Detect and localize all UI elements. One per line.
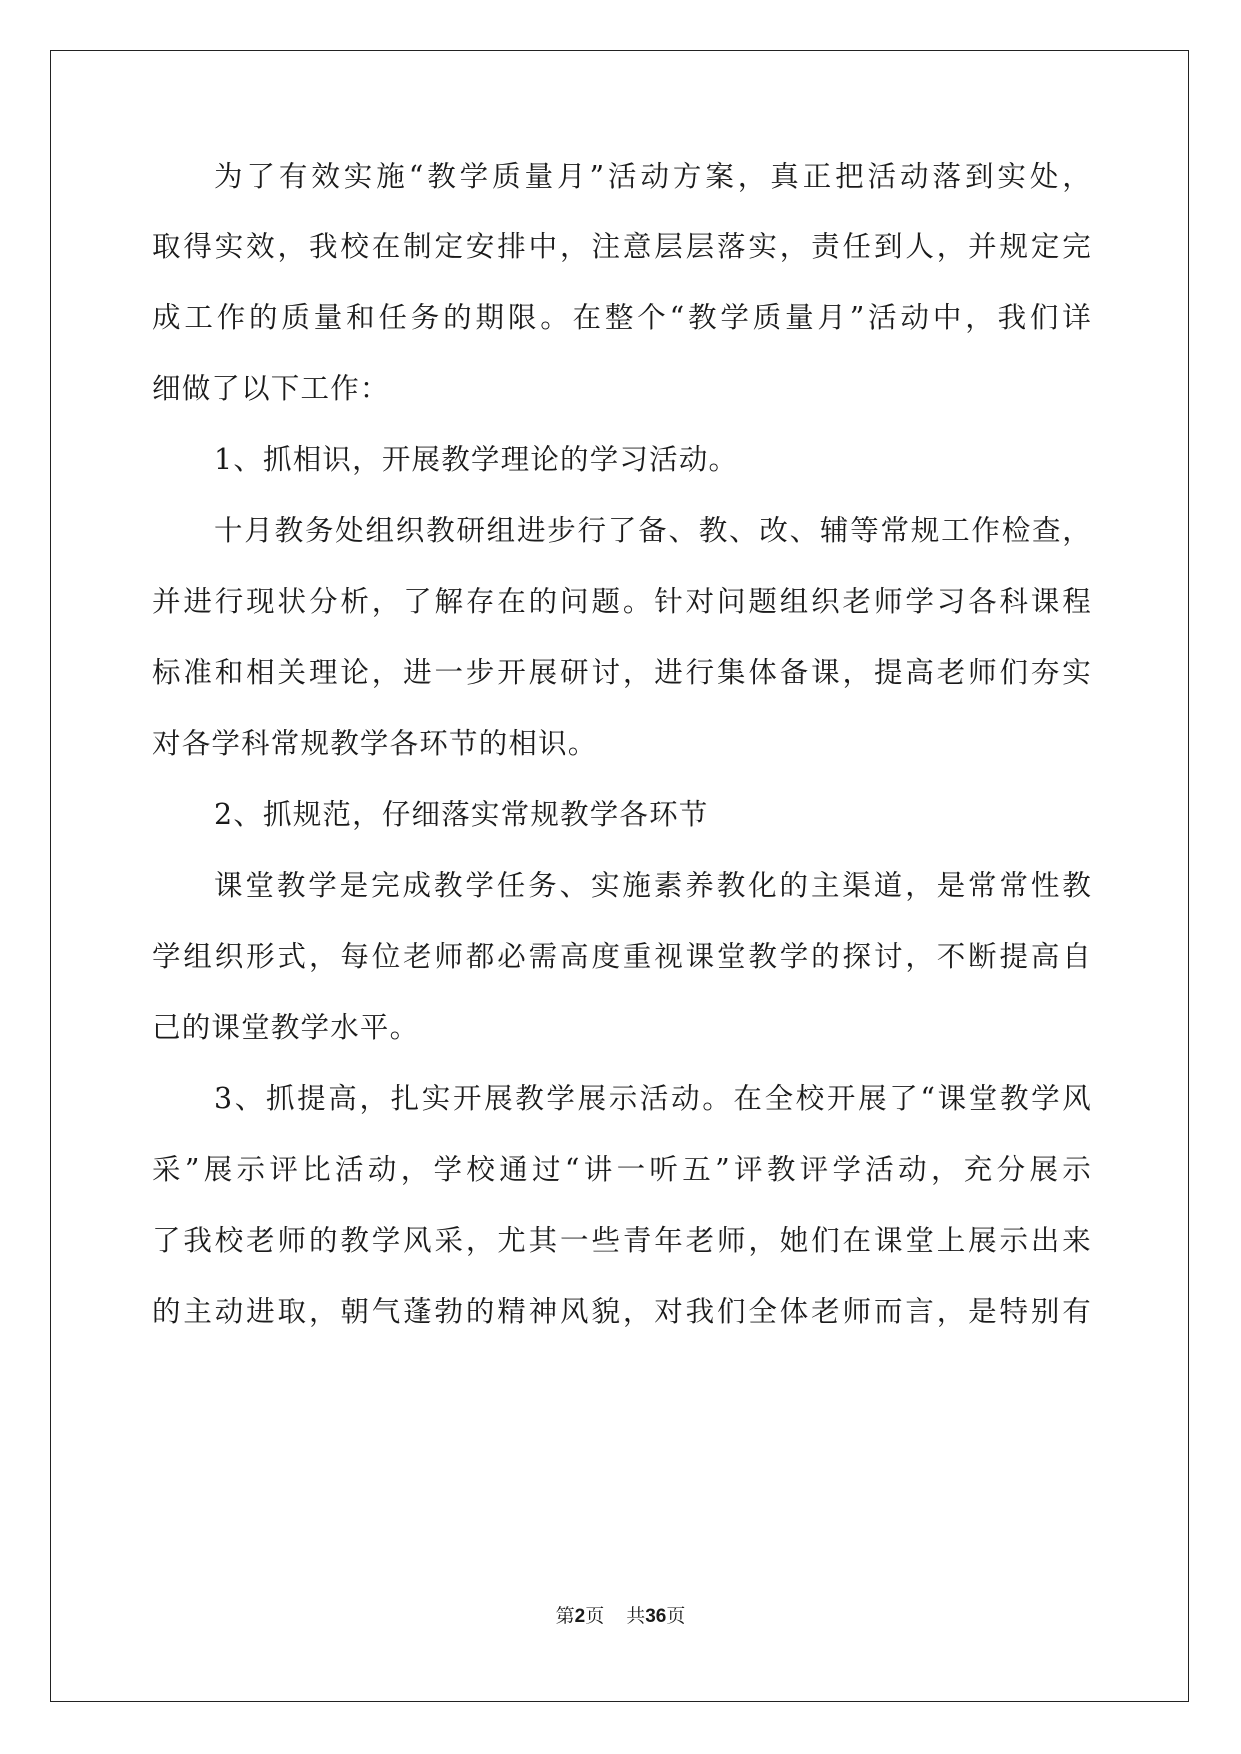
paragraph-line: 己的课堂教学水平。 (152, 1011, 420, 1044)
footer-page-unit: 页 (585, 1605, 605, 1627)
current-page-number: 2 (574, 1606, 586, 1627)
paragraph-line: 课堂教学是完成教学任务、实施素养教化的主渠道，是常常性教 (214, 869, 1092, 902)
paragraph-line: 标准和相关理论，进一步开展研讨，进行集体备课，提高老师们夯实 (152, 656, 1092, 689)
paragraph-line: 十月教务处组织教研组进步行了备、教、改、辅等常规工作检查， (214, 514, 1092, 547)
footer-total-prefix: 共 (626, 1605, 646, 1627)
paragraph-line: 细做了以下工作： (152, 372, 390, 405)
paragraph-line: 了我校老师的教学风采，尤其一些青年老师，她们在课堂上展示出来 (152, 1224, 1092, 1257)
paragraph-line: 3、抓提高，扎实开展教学展示活动。在全校开展了“课堂教学风 (214, 1082, 1092, 1115)
paragraph-line: 学组织形式，每位老师都必需高度重视课堂教学的探讨，不断提高自 (152, 940, 1092, 973)
paragraph-line: 并进行现状分析，了解存在的问题。针对问题组织老师学习各科课程 (152, 585, 1092, 618)
paragraph-line: 对各学科常规教学各环节的相识。 (152, 727, 598, 760)
footer-total-unit: 页 (666, 1605, 686, 1627)
footer-prefix: 第 (555, 1605, 575, 1627)
page-footer (0, 1604, 1241, 1629)
paragraph-line: 成工作的质量和任务的期限。在整个“教学质量月”活动中，我们详 (152, 301, 1092, 334)
paragraph-line: 的主动进取，朝气蓬勃的精神风貌，对我们全体老师而言，是特别有 (152, 1295, 1092, 1328)
section-heading: 2、抓规范，仔细落实常规教学各环节 (214, 798, 709, 831)
paragraph-line: 采”展示评比活动，学校通过“讲一听五”评教评学活动，充分展示 (152, 1153, 1092, 1186)
paragraph-line: 为了有效实施“教学质量月”活动方案，真正把活动落到实处， (214, 160, 1092, 193)
paragraph-line: 取得实效，我校在制定安排中，注意层层落实，责任到人，并规定完 (152, 230, 1092, 263)
total-pages-number: 36 (645, 1606, 667, 1627)
section-heading: 1、抓相识，开展教学理论的学习活动。 (214, 443, 739, 476)
